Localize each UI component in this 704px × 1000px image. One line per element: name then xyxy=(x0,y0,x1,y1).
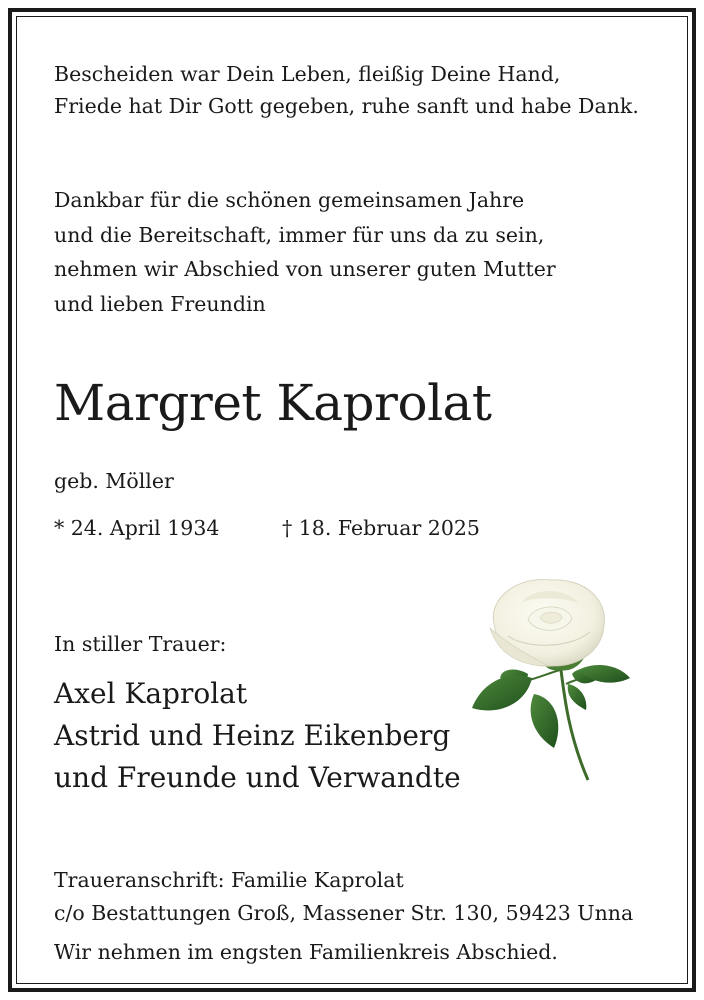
mourner-2: Astrid und Heinz Eikenberg xyxy=(54,719,451,752)
verse xyxy=(54,58,639,122)
deceased-name: Margret Kaprolat xyxy=(54,374,492,432)
intro-line-1: Dankbar für die schönen gemeinsamen Jahre xyxy=(54,188,525,212)
verse-line-1: Bescheiden war Dein Leben, fleißig Deine Hand, xyxy=(54,62,561,86)
birth-date: * 24. April 1934 xyxy=(54,516,220,540)
intro-text xyxy=(54,183,556,321)
intro-line-3: nehmen wir Abschied von unserer guten Mutter xyxy=(54,257,556,281)
mourners-list xyxy=(54,673,461,799)
white-rose-icon xyxy=(468,574,636,788)
birth-name: geb. Möller xyxy=(54,469,174,493)
intro-line-4: und lieben Freundin xyxy=(54,291,266,316)
verse-line-2: Friede hat Dir Gott gegeben, ruhe sanft und habe Dank. xyxy=(54,94,639,118)
address-line-2: c/o Bestattungen Groß, Massener Str. 130, 59423 Unna xyxy=(54,901,634,925)
mourner-1: Axel Kaprolat xyxy=(54,677,248,710)
mourning-heading: In stiller Trauer: xyxy=(54,632,227,656)
farewell-note: Wir nehmen im engsten Familienkreis Abschied. xyxy=(54,940,558,964)
death-date: † 18. Februar 2025 xyxy=(282,516,480,540)
intro-line-2: und die Bereitschaft, immer für uns da zu sein, xyxy=(54,222,545,247)
mourning-address xyxy=(54,864,633,930)
mourner-3: und Freunde und Verwandte xyxy=(54,761,461,794)
inner-border xyxy=(16,16,688,984)
address-line-1: Traueranschrift: Familie Kaprolat xyxy=(54,868,404,892)
